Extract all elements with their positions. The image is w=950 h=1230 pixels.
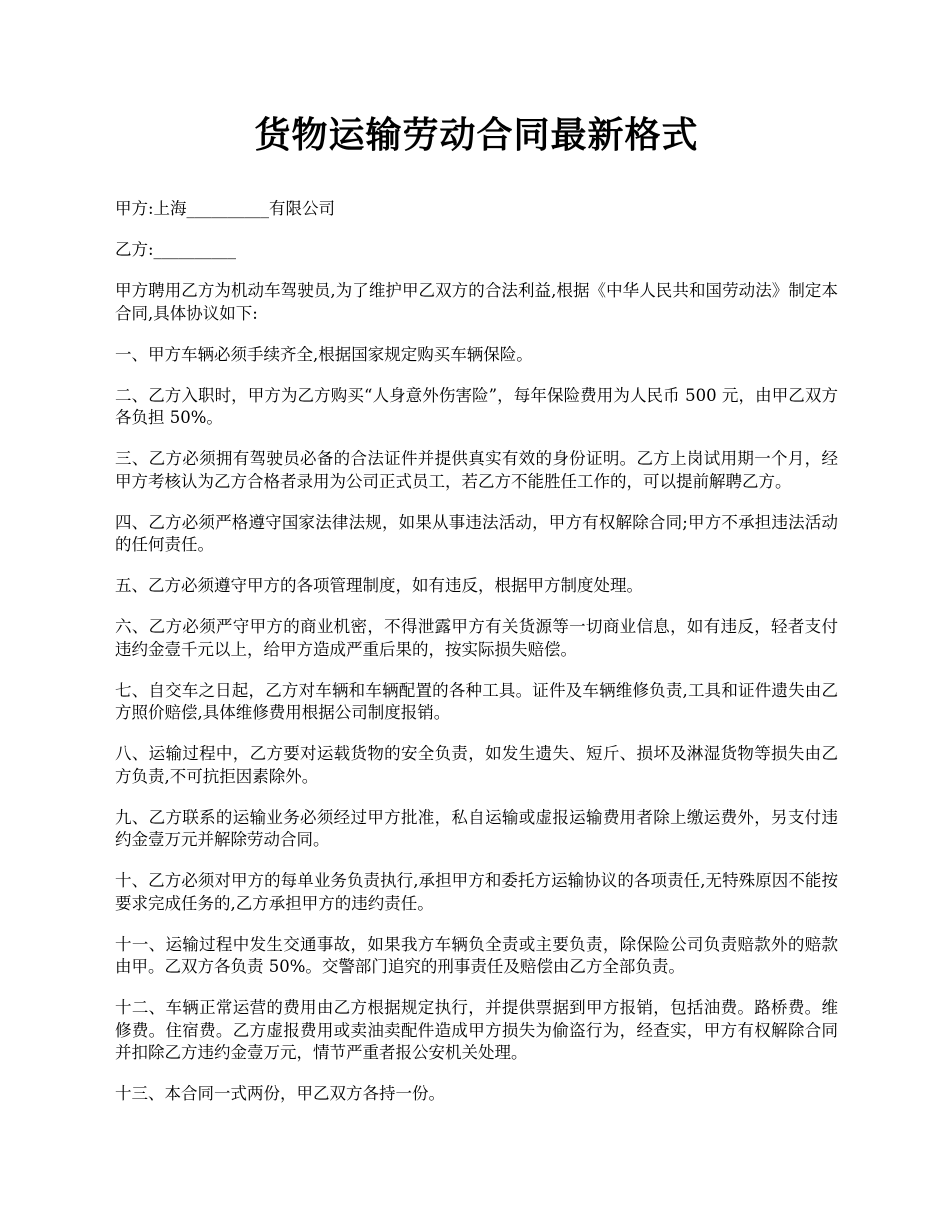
clause-3: 三、乙方必须拥有驾驶员必备的合法证件并提供真实有效的身份证明。乙方上岗试用期一个月，经甲方考核认为乙方合格者录用为公司正式员工，若乙方不能胜任工作的，可以提前解聘乙方。 [115,449,838,491]
clause-1: 一、甲方车辆必须手续齐全,根据国家规定购买车辆保险。 [115,344,533,364]
clause-6: 六、乙方必须严守甲方的商业机密，不得泄露甲方有关货源等一切商业信息，如有违反，轻者支付违约金壹千元以上，给甲方造成严重后果的，按实际损失赔偿。 [115,617,838,659]
clause-10: 十、乙方必须对甲方的每单业务负责执行,承担甲方和委托方运输协议的各项责任,无特殊原因不能按要求完成任务的,乙方承担甲方的违约责任。 [115,871,838,913]
intro-paragraph: 甲方聘用乙方为机动车驾驶员,为了维护甲乙双方的合法利益,根据《中华人民共和国劳动法》制定本合同,具体协议如下: [115,281,838,323]
clause-12: 十二、车辆正常运营的费用由乙方根据规定执行，并提供票据到甲方报销，包括油费。路桥费。维修费。住宿费。乙方虚报费用或卖油卖配件造成甲方损失为偷盗行为，经查实，甲方有权解除合同并扣除乙方违约金壹万元，情节严重者报公安机关处理。 [115,998,838,1062]
clause-13: 十三、本合同一式两份，甲乙双方各持一份。 [115,1084,445,1103]
clause-8: 八、运输过程中，乙方要对运载货物的安全负责，如发生遗失、短斤、损坏及淋湿货物等损失由乙方负责,不可抗拒因素除外。 [115,744,838,786]
clause-9: 九、乙方联系的运输业务必须经过甲方批准，私自运输或虚报运输费用者除上缴运费外，另支付违约金壹万元并解除劳动合同。 [115,807,838,849]
clause-5: 五、乙方必须遵守甲方的各项管理制度，如有违反，根据甲方制度处理。 [115,576,643,595]
party-a-line: 甲方:上海__________有限公司 [115,199,336,218]
clause-7: 七、自交车之日起，乙方对车辆和车辆配置的各种工具。证件及车辆维修负责,工具和证件遗失由乙方照价赔偿,具体维修费用根据公司制度报销。 [115,680,838,722]
document-title: 货物运输劳动合同最新格式 [254,115,699,156]
clause-11: 十一、运输过程中发生交通事故，如果我方车辆负全责或主要负责，除保险公司负责赔款外的赔款由甲。乙双方各负责 50%。交警部门追究的刑事责任及赔偿由乙方全部负责。 [115,934,838,976]
party-b-line: 乙方:__________ [115,240,237,259]
clause-2: 二、乙方入职时，甲方为乙方购买“人身意外伤害险”，每年保险费用为人民币 500 元，由甲乙双方各负担 50%。 [115,385,838,427]
clause-4: 四、乙方必须严格遵守国家法律法规，如果从事违法活动，甲方有权解除合同;甲方不承担违法活动的任何责任。 [115,512,838,554]
